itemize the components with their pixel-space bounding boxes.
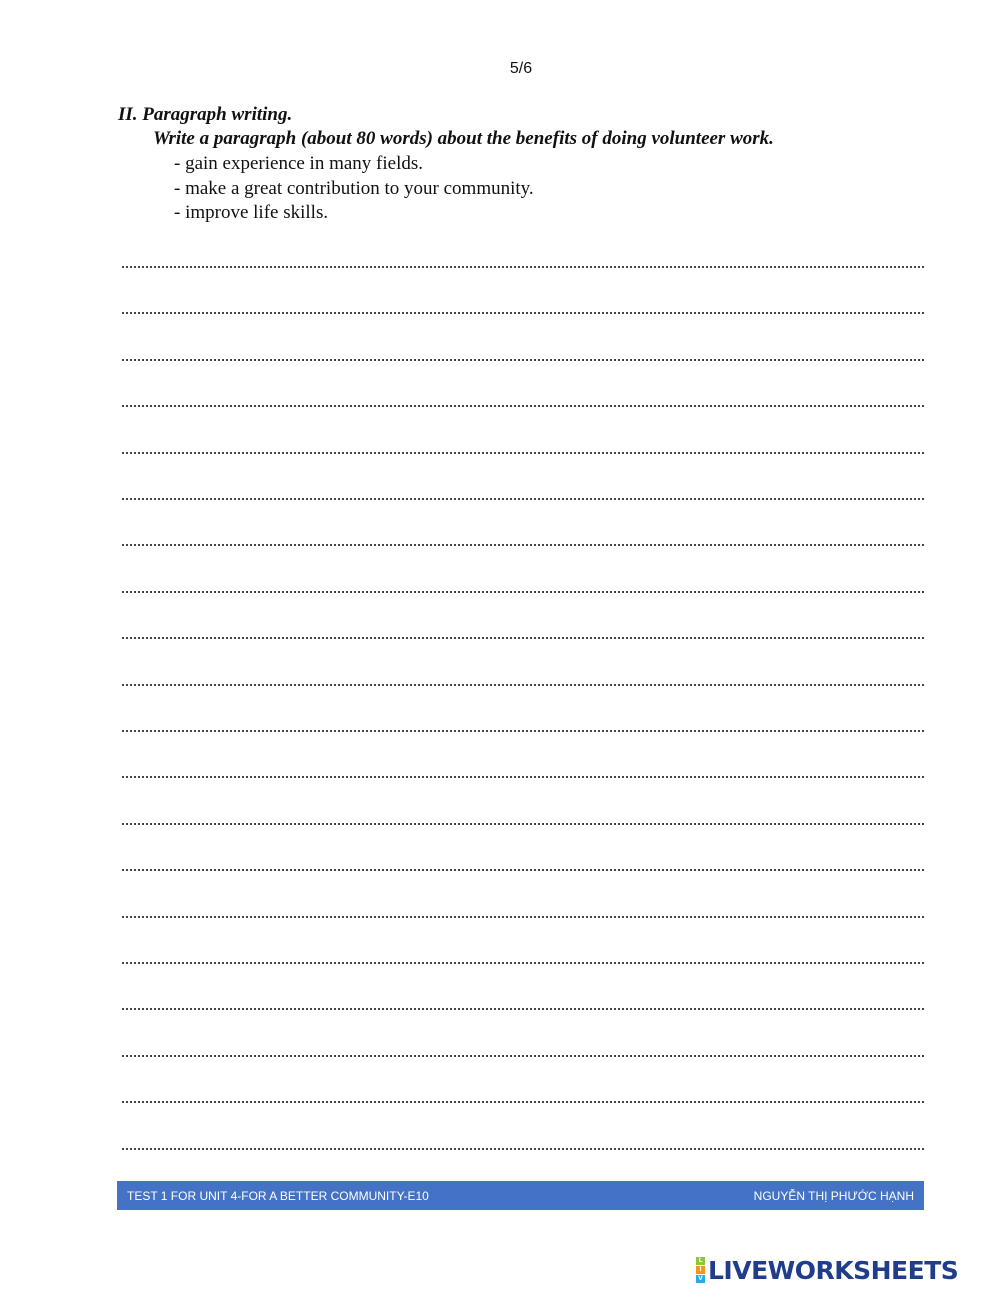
hint-item: - gain experience in many fields.: [174, 153, 424, 174]
liveworksheets-brand[interactable]: [696, 1256, 958, 1284]
writing-line[interactable]: [122, 544, 924, 546]
section-title: II. Paragraph writing.: [118, 104, 293, 125]
writing-line[interactable]: [122, 1055, 924, 1057]
writing-line[interactable]: [122, 452, 924, 454]
writing-line[interactable]: [122, 637, 924, 639]
page-footer: [117, 1181, 924, 1210]
writing-line[interactable]: [122, 498, 924, 500]
writing-line[interactable]: [122, 916, 924, 918]
footer-test-title: TEST 1 FOR UNIT 4-FOR A BETTER COMMUNITY-E10: [127, 1188, 429, 1203]
page-number: 5/6: [509, 60, 533, 77]
writing-line[interactable]: [122, 684, 924, 686]
writing-line[interactable]: [122, 312, 924, 314]
writing-line[interactable]: [122, 405, 924, 407]
writing-line[interactable]: [122, 359, 924, 361]
writing-line[interactable]: [122, 776, 924, 778]
writing-line[interactable]: [122, 591, 924, 593]
logo-letter-v: V: [696, 1275, 705, 1283]
hint-item: - make a great contribution to your community.: [174, 177, 534, 199]
hint-list: [174, 152, 534, 226]
hint-item: - improve life skills.: [174, 202, 329, 223]
writing-line[interactable]: [122, 266, 924, 268]
writing-line[interactable]: [122, 1101, 924, 1103]
logo-letter-i: I: [696, 1266, 705, 1274]
writing-area[interactable]: [122, 254, 924, 1154]
liveworksheets-logo-icon: [696, 1257, 705, 1283]
writing-line[interactable]: [122, 869, 924, 871]
writing-line[interactable]: [122, 730, 924, 732]
brand-name: LIVEWORKSHEETS: [708, 1255, 959, 1285]
writing-line[interactable]: [122, 1008, 924, 1010]
logo-letter-l: L: [696, 1257, 705, 1265]
writing-instruction: Write a paragraph (about 80 words) about the benefits of doing volunteer work.: [153, 128, 774, 149]
writing-line[interactable]: [122, 823, 924, 825]
writing-line[interactable]: [122, 962, 924, 964]
footer-author: NGUYỄN THỊ PHƯỚC HẠNH: [753, 1188, 914, 1203]
writing-line[interactable]: [122, 1148, 924, 1150]
